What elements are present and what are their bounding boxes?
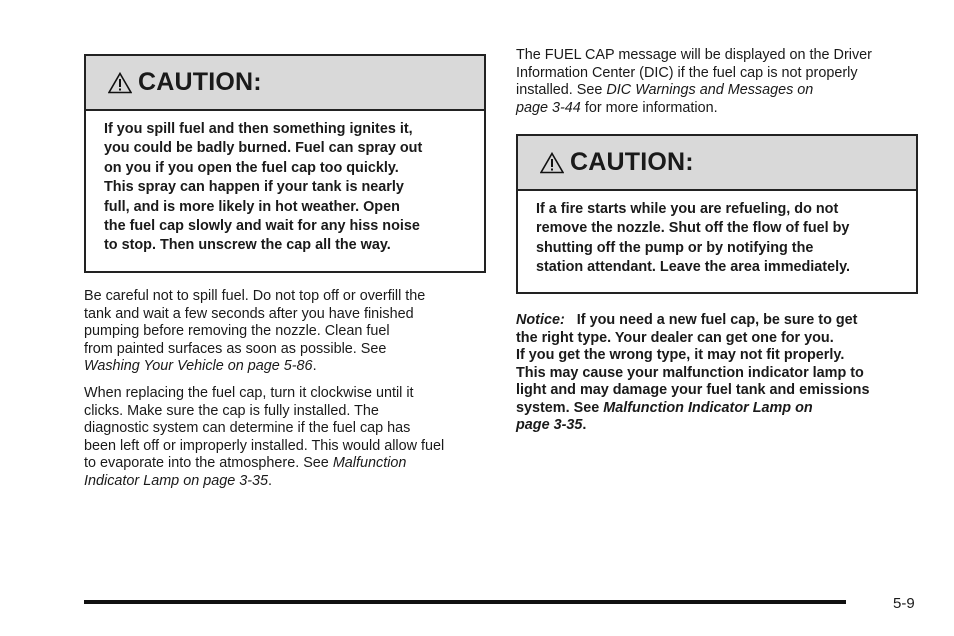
paragraph-fuel-cap-message — [516, 47, 926, 117]
paragraph-line: system. See Malfunction Indicator Lamp on — [516, 399, 813, 416]
paragraph-line: tank and wait a few seconds after you have finished — [84, 305, 414, 322]
notice-fuel-cap-type — [516, 312, 926, 435]
warning-triangle-icon — [108, 72, 132, 94]
paragraph-line: page 3-44 for more information. — [516, 99, 718, 116]
caution-line: station attendant. Leave the area immediately. — [536, 259, 851, 276]
paragraph-line: Washing Your Vehicle on page 5-86. — [84, 358, 317, 374]
page-number: 5-9 — [893, 595, 915, 612]
cross-reference-link[interactable]: Washing Your Vehicle on page 5-86 — [84, 358, 313, 374]
paragraph-line: page 3-35. — [516, 417, 587, 433]
paragraph-line: When replacing the fuel cap, turn it clockwise until it — [84, 385, 414, 401]
paragraph-line: the right type. Your dealer can get one for you. — [516, 329, 834, 346]
paragraph-line: This may cause your malfunction indicator lamp to — [516, 364, 864, 381]
paragraph-spill-fuel — [84, 288, 494, 376]
notice-label: Notice: — [516, 312, 565, 328]
caution-header — [518, 136, 916, 191]
caution-line: If a fire starts while you are refueling, do not — [536, 201, 839, 217]
caution-box-fire — [516, 134, 918, 294]
paragraph-line: pumping before removing the nozzle. Clean fuel — [84, 323, 390, 339]
caution-line: If you spill fuel and then something ignites it, — [104, 121, 413, 137]
caution-title: CAUTION: — [138, 68, 262, 96]
caution-line: This spray can happen if your tank is nearly — [104, 179, 404, 196]
paragraph-line: clicks. Make sure the cap is fully installed. The — [84, 402, 379, 419]
paragraph-line: from painted surfaces as soon as possible. See — [84, 340, 387, 357]
paragraph-line: light and may damage your fuel tank and emissions — [516, 382, 870, 398]
caution-line: to stop. Then unscrew the cap all the way. — [104, 237, 391, 254]
paragraph-line: The FUEL CAP message will be displayed on the Driver — [516, 47, 872, 63]
caution-text — [518, 191, 916, 278]
cross-reference-link[interactable]: DIC Warnings and Messages on — [606, 82, 814, 98]
paragraph-line: Indicator Lamp on page 3-35. — [84, 472, 273, 489]
caution-line: full, and is more likely in hot weather. Open — [104, 198, 400, 215]
caution-title: CAUTION: — [570, 148, 694, 176]
caution-box-fuel-spray — [84, 54, 486, 273]
paragraph-line: diagnostic system can determine if the fuel cap has — [84, 420, 411, 436]
cross-reference-link[interactable]: Indicator Lamp on page 3-35 — [84, 472, 269, 489]
cross-reference-link[interactable]: Malfunction — [332, 455, 407, 471]
caution-line: the fuel cap slowly and wait for any hiss noise — [104, 218, 420, 235]
warning-triangle-icon — [540, 152, 564, 174]
footer-rule — [84, 600, 846, 604]
cross-reference-link[interactable]: page 3-44 — [516, 99, 581, 116]
caution-text — [86, 111, 484, 256]
cross-reference-link[interactable]: page 3-35 — [516, 417, 583, 433]
caution-line: on you if you open the fuel cap too quickly. — [104, 159, 399, 176]
cross-reference-link[interactable]: Malfunction Indicator Lamp on — [603, 399, 813, 416]
caution-line: you could be badly burned. Fuel can spray out — [104, 140, 423, 157]
paragraph-line: If you get the wrong type, it may not fit properly. — [516, 347, 845, 363]
paragraph-replacing-cap — [84, 385, 494, 490]
paragraph-line: Information Center (DIC) if the fuel cap is not properly — [516, 64, 858, 81]
paragraph-line: to evaporate into the atmosphere. See Malfunction — [84, 455, 407, 471]
paragraph-line: been left off or improperly installed. This would allow fuel — [84, 437, 445, 454]
paragraph-line: Notice: If you need a new fuel cap, be sure to get — [516, 312, 858, 328]
paragraph-line: Be careful not to spill fuel. Do not top off or overfill the — [84, 288, 426, 304]
caution-header — [86, 56, 484, 111]
paragraph-line: installed. See DIC Warnings and Messages on — [516, 82, 814, 98]
caution-line: shutting off the pump or by notifying the — [536, 239, 814, 256]
caution-line: remove the nozzle. Shut off the flow of fuel by — [536, 220, 850, 237]
